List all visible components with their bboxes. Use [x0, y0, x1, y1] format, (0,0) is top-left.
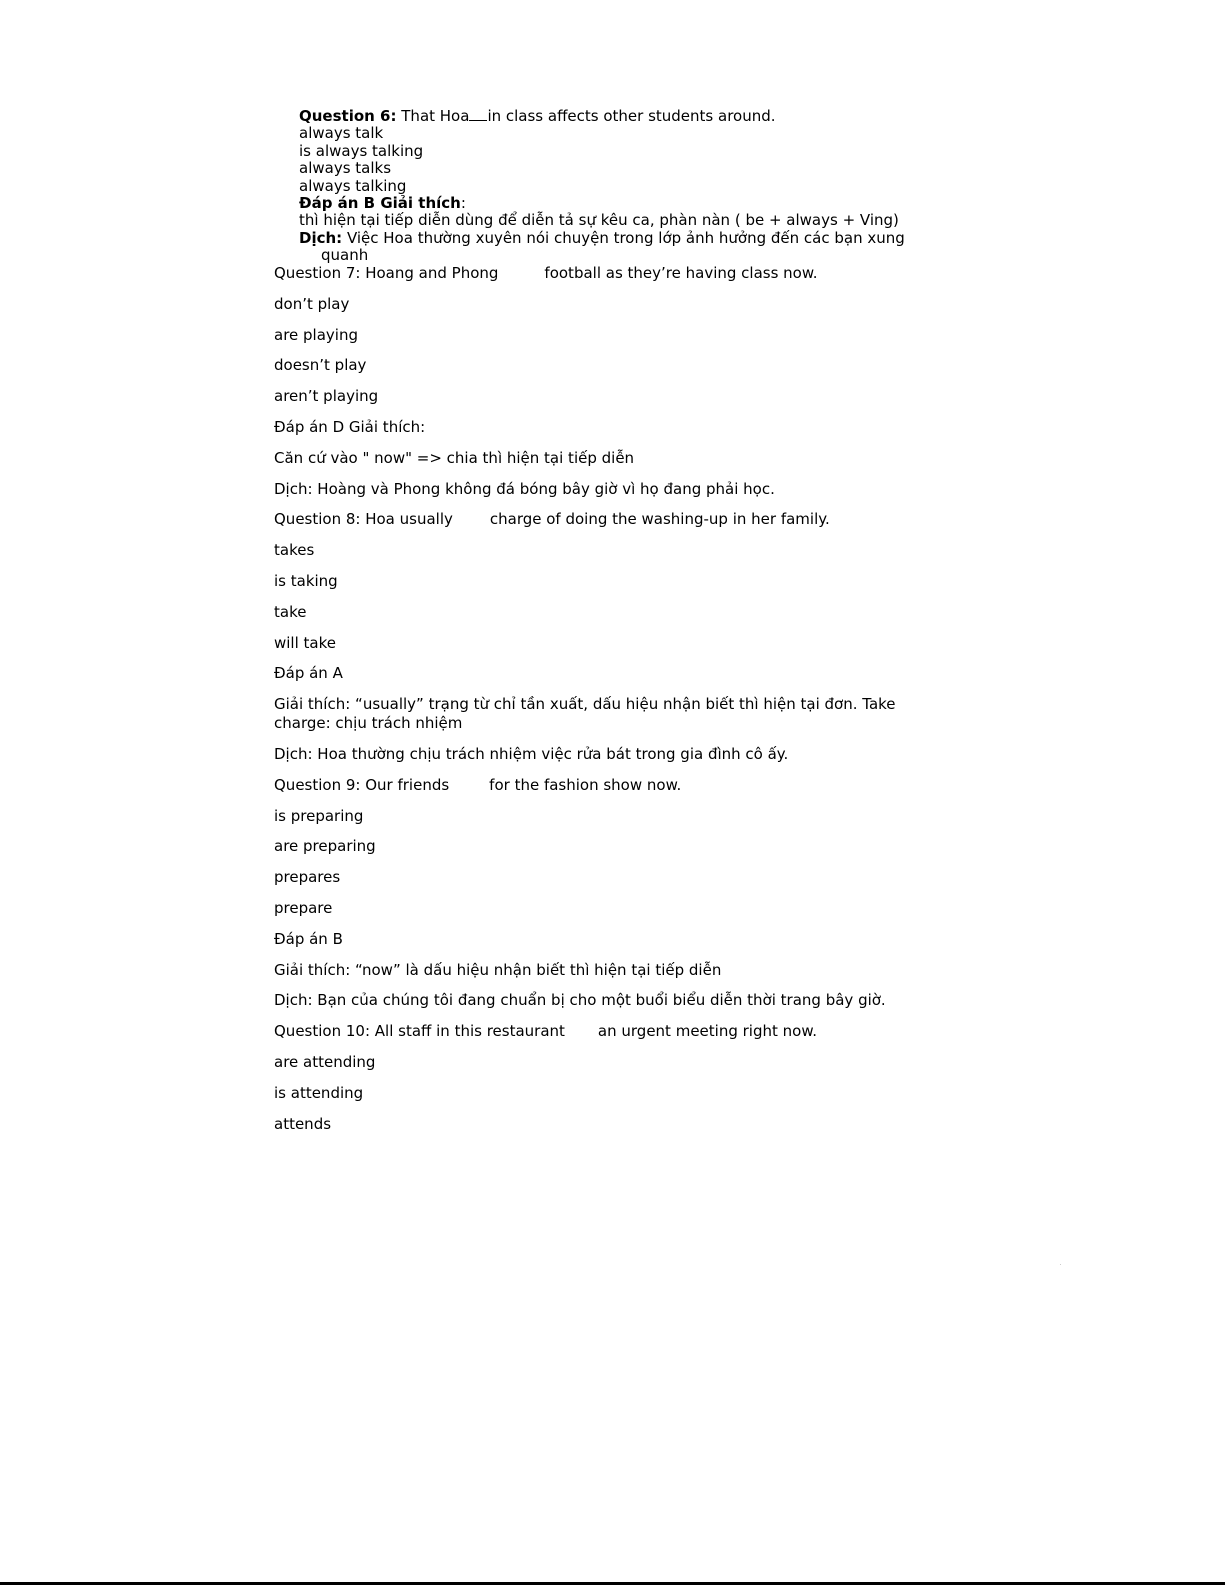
- question-6-stem-before: That Hoa: [396, 107, 470, 125]
- question-7-translation: Dịch: Hoàng và Phong không đá bóng bây giờ vì họ đang phải học.: [274, 479, 775, 498]
- question-10-stem-before: Question 10: All staff in this restaurant: [274, 1022, 565, 1041]
- question-9-stem-after: for the fashion show now.: [489, 775, 682, 794]
- question-10-option-c: attends: [274, 1114, 332, 1133]
- question-8-option-c: take: [274, 602, 307, 621]
- question-6-blank: [469, 108, 487, 121]
- question-9-translation: Dịch: Bạn của chúng tôi đang chuẩn bị cho một buổi biểu diễn thời trang bây giờ.: [274, 991, 886, 1010]
- question-8-option-b: is taking: [274, 571, 338, 590]
- question-7-explanation: Căn cứ vào " now" => chia thì hiện tại tiếp diễn: [274, 448, 635, 467]
- questions-7-10-block: [274, 264, 914, 1145]
- question-7-option-d: aren’t playing: [274, 387, 379, 406]
- question-6-translation: [299, 230, 939, 247]
- question-9-option-a: is preparing: [274, 806, 364, 825]
- question-9-stem-before: Question 9: Our friends: [274, 775, 450, 794]
- question-9-explanation: Giải thích: “now” là dấu hiệu nhận biết thì hiện tại tiếp diễn: [274, 960, 722, 979]
- question-6-answer-colon: :: [460, 194, 466, 213]
- question-6-translation-text: Việc Hoa thường xuyên nói chuyện trong lớp ảnh hưởng đến các bạn xung: [342, 228, 905, 247]
- question-9-answer: Đáp án B: [274, 929, 343, 948]
- question-9-option-d: prepare: [274, 898, 333, 917]
- question-10-option-b: is attending: [274, 1083, 364, 1102]
- question-6-answer-label: Đáp án B Giải thích: [299, 194, 461, 213]
- question-8-explanation-line-2: charge: chịu trách nhiệm: [274, 714, 463, 733]
- question-6-option-d: always talking: [299, 176, 407, 195]
- question-7-answer: Đáp án D Giải thích:: [274, 417, 426, 436]
- question-6-stem-after: in class affects other students around.: [487, 107, 776, 125]
- question-6-label: Question 6:: [299, 107, 397, 125]
- question-10-option-a: are attending: [274, 1052, 376, 1071]
- question-8-explanation-line-1: Giải thích: “usually” trạng từ chỉ tần xuất, dấu hiệu nhận biết thì hiện tại đơn. Take: [274, 695, 896, 714]
- scan-speck: [1060, 1264, 1061, 1265]
- question-8-stem-after: charge of doing the washing-up in her family.: [489, 510, 830, 529]
- question-7-stem-after: football as they’re having class now.: [544, 264, 818, 282]
- question-7-option-c: doesn’t play: [274, 356, 367, 375]
- question-9-option-b: are preparing: [274, 837, 376, 856]
- question-6-option-a: always talk: [299, 124, 384, 143]
- question-7-option-b: are playing: [274, 325, 358, 344]
- question-7-stem-before: Question 7: Hoang and Phong: [274, 264, 499, 282]
- question-8-explanation: [274, 695, 914, 733]
- question-6-translation-label: Dịch:: [299, 228, 343, 247]
- question-7-option-a: don’t play: [274, 294, 350, 313]
- question-6-answer: [299, 195, 939, 212]
- question-8-option-a: takes: [274, 541, 315, 560]
- question-6-option-c: always talks: [299, 159, 392, 178]
- question-8-stem: [274, 510, 914, 529]
- question-9-stem: [274, 776, 914, 795]
- question-10-stem: [274, 1022, 914, 1041]
- question-9-option-c: prepares: [274, 868, 341, 887]
- question-8-stem-before: Question 8: Hoa usually: [274, 510, 453, 529]
- question-6-translation-continued: quanh: [321, 246, 369, 265]
- question-8-answer: Đáp án A: [274, 664, 343, 683]
- question-8-option-d: will take: [274, 633, 336, 652]
- question-10-stem-after: an urgent meeting right now.: [597, 1022, 817, 1041]
- question-6-stem: [299, 108, 939, 125]
- question-6-option-b: is always talking: [299, 141, 424, 160]
- question-6-block: [299, 108, 939, 265]
- question-6-explanation: thì hiện tại tiếp diễn dùng để diễn tả sự kêu ca, phàn nàn ( be + always + Ving): [299, 211, 899, 230]
- question-8-translation: Dịch: Hoa thường chịu trách nhiệm việc rửa bát trong gia đình cô ấy.: [274, 744, 789, 763]
- question-7-stem: [274, 264, 914, 283]
